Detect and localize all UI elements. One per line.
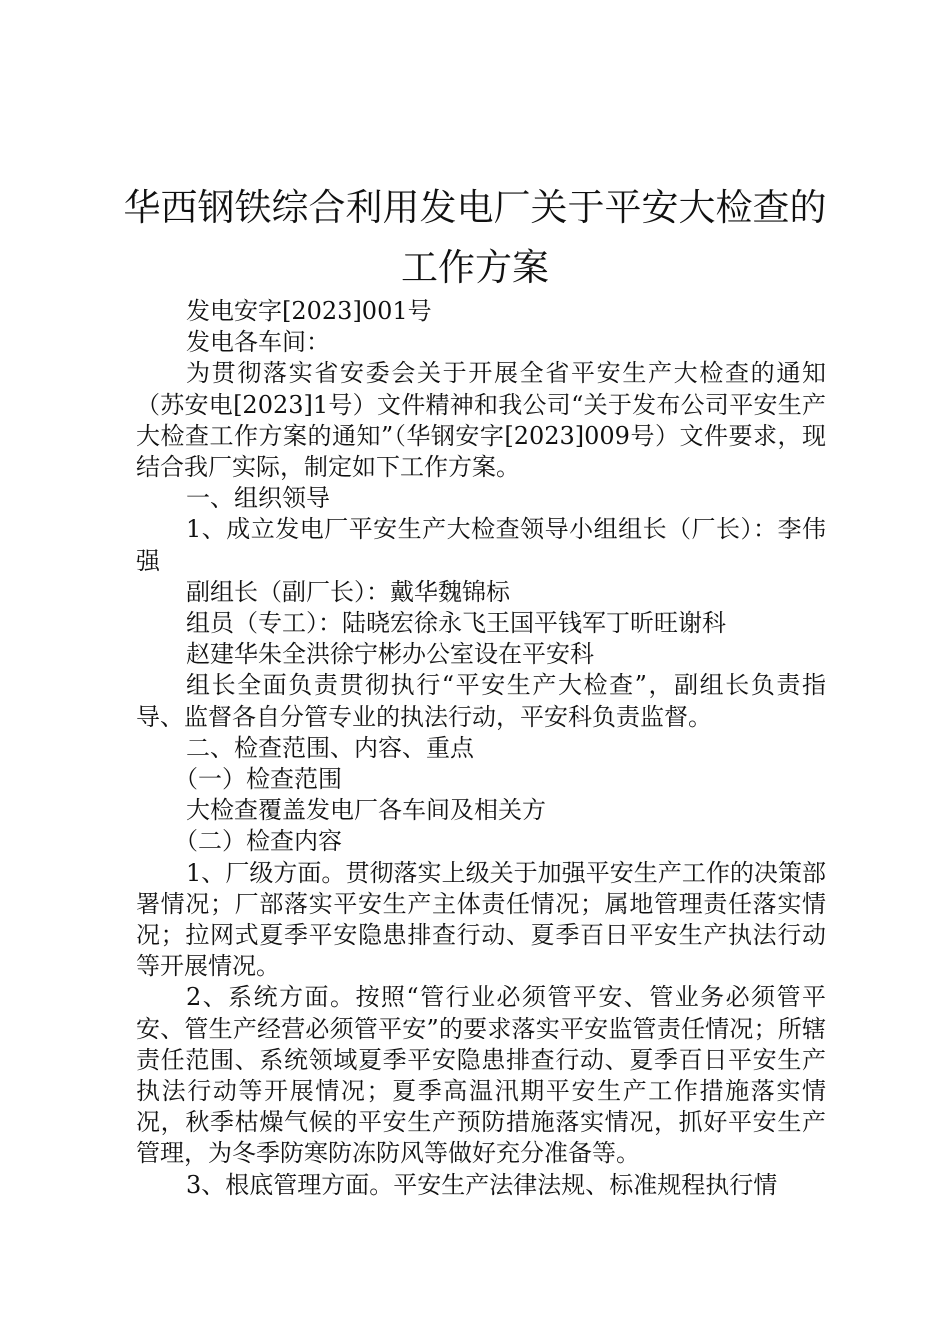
paragraph-leader: 1、成立发电厂平安生产大检查领导小组组长（厂长）：李伟强 — [136, 515, 826, 575]
document-number: 发电安字[2023]001号 — [186, 297, 432, 325]
paragraph-basic-management: 3、根底管理方面。平安生产法律法规、标准规程执行情 — [186, 1170, 778, 1199]
section-heading-organization: 一、组织领导 — [186, 484, 330, 513]
paragraph-system-level: 2、系统方面。按照“管行业必须管平安、管业务必须管平安、管生产经营必须管平安”的要求落实平安监管责任情况；所辖责任范围、系统领域夏季平安隐患排查行动、夏季百日平安生产执法行动等开展情况；夏季高温汛期平安生产工作措施落实情况，秋季枯燥气候的平安生产预防措施落实情况，抓好平安生产管理，为冬季防寒防冻防风等做好充分准备等。 — [136, 983, 826, 1168]
section-heading-scope: 二、检查范围、内容、重点 — [186, 733, 474, 762]
paragraph-responsibility: 组长全面负责贯彻执行“平安生产大检查”，副组长负责指导、监督各自分管专业的执法行动，平安科负责监督。 — [136, 671, 826, 731]
subheading-scope: （一）检查范围 — [174, 765, 342, 794]
paragraph-members: 组员（专工）：陆晓宏徐永飞王国平钱军丁昕旺谢科 — [186, 609, 726, 638]
paragraph-deputy-leader: 副组长（副厂长）：戴华魏锦标 — [186, 577, 510, 606]
subheading-content: （二）检查内容 — [174, 827, 342, 856]
addressee: 发电各车间： — [186, 328, 330, 357]
paragraph-members-cont: 赵建华朱全洪徐宁彬办公室设在平安科 — [186, 640, 594, 669]
paragraph-scope: 大检查覆盖发电厂各车间及相关方 — [186, 796, 546, 825]
paragraph-factory-level: 1、厂级方面。贯彻落实上级关于加强平安生产工作的决策部署情况；厂部落实平安生产主体责任情况；属地管理责任落实情况；拉网式夏季平安隐患排查行动、夏季百日平安生产执法行动等开展情况。 — [136, 858, 826, 981]
document-title-line-1: 华西钢铁综合利用发电厂关于平安大检查的 — [123, 186, 827, 229]
document-body — [136, 296, 826, 1201]
intro-paragraph: 为贯彻落实省安委会关于开展全省平安生产大检查的通知（苏安电[2023]1号）文件精神和我公司“关于发布公司平安生产大检查工作方案的通知”（华钢安字[2023]009号）文件要求，现结合我厂实际，制定如下工作方案。 — [136, 359, 826, 482]
document-title-line-2: 工作方案 — [401, 246, 549, 289]
